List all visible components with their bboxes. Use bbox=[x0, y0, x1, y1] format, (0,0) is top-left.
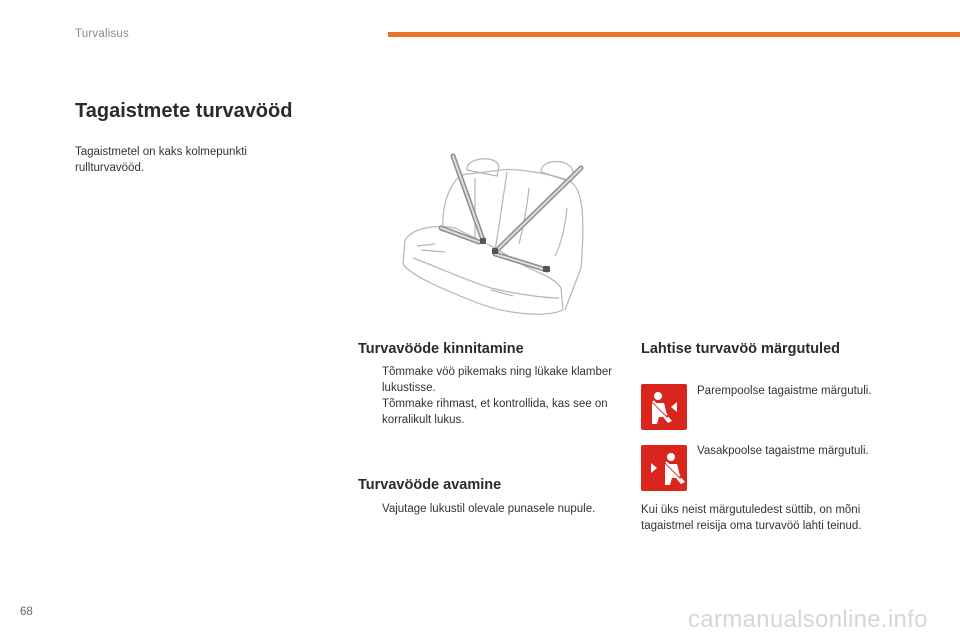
rear-right-seatbelt-warning-icon bbox=[641, 384, 687, 430]
list-item bbox=[358, 501, 628, 517]
unfastening-heading: Turvavööde avamine bbox=[358, 477, 502, 493]
page-title: Tagaistmete turvavööd bbox=[75, 100, 293, 122]
list-item bbox=[358, 364, 620, 396]
right-lamp-label: Parempoolse tagaistme märgutuli. bbox=[697, 385, 872, 397]
fastening-step-2: Tõmmake rihmast, et kontrollida, kas see on korralikult lukus. bbox=[382, 398, 608, 426]
watermark: carmanualsonline.info bbox=[688, 606, 928, 633]
intro-text: Tagaistmetel on kaks kolmepunkti rullturvavööd. bbox=[75, 146, 247, 174]
unfastening-list bbox=[358, 501, 628, 517]
fastening-list bbox=[358, 364, 620, 428]
rear-seat-illustration bbox=[395, 148, 595, 328]
rear-seat-drawing bbox=[395, 148, 595, 328]
fastening-step-1: Tõmmake vöö pikemaks ning lükake klamber lukustisse. bbox=[382, 366, 613, 394]
fastening-heading: Turvavööde kinnitamine bbox=[358, 341, 524, 357]
unfastening-step-1: Vajutage lukustil olevale punasele nupule. bbox=[382, 503, 596, 515]
rear-left-seatbelt-warning-icon bbox=[641, 445, 687, 491]
list-item bbox=[358, 396, 620, 428]
warning-lamps-heading: Lahtise turvavöö märgutuled bbox=[641, 341, 841, 357]
warning-note: Kui üks neist märgutuledest süttib, on mõni tagaistmel reisija oma turvavöö lahti teinud. bbox=[641, 504, 862, 532]
page-number: 68 bbox=[20, 606, 33, 618]
section-title: Turvalisus bbox=[75, 28, 129, 40]
header-accent-bar bbox=[388, 32, 960, 37]
left-lamp-label: Vasakpoolse tagaistme märgutuli. bbox=[697, 445, 869, 457]
